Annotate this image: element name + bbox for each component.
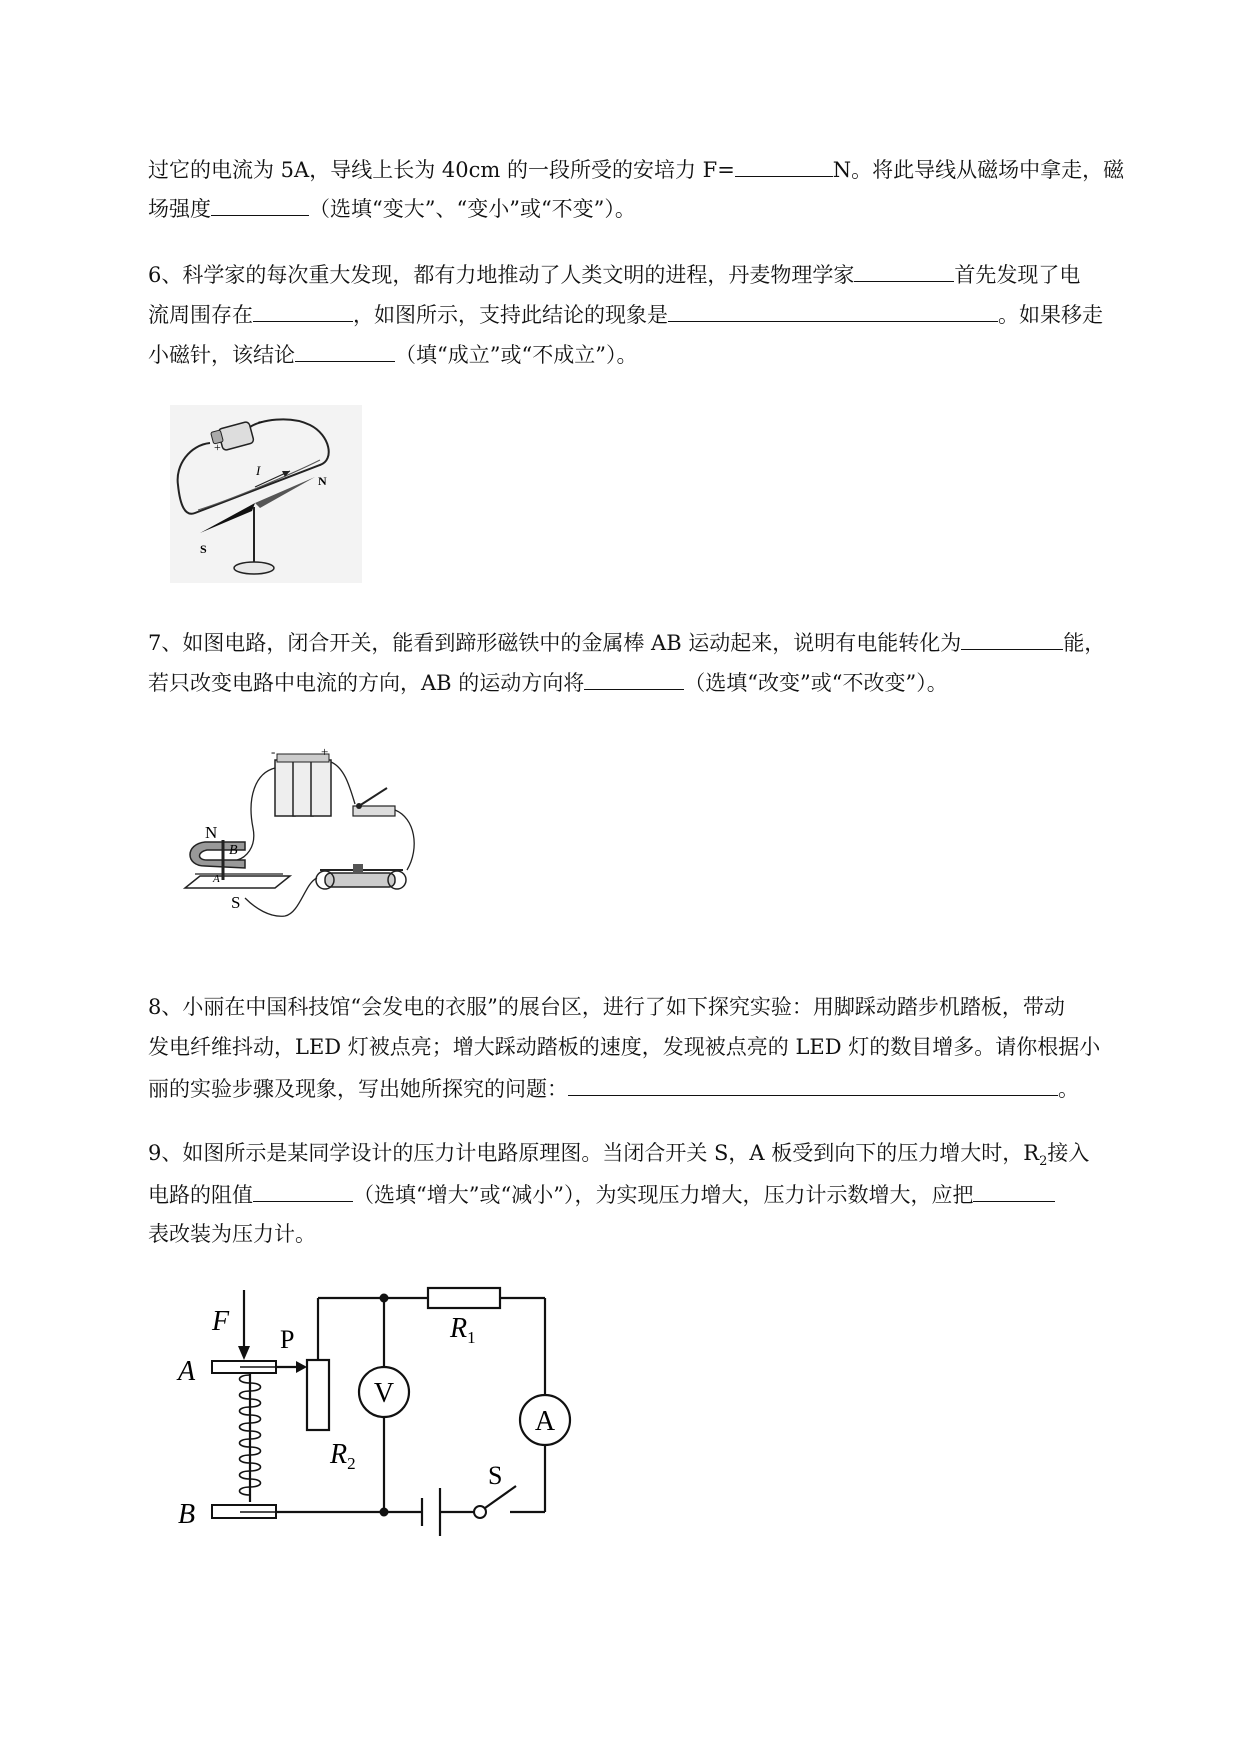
q5-line-2: 场强度 （选填“变大”、“变小”或“不变”）。 [148,193,636,223]
fig7-north-label: N [205,823,218,842]
q6-blank-scientist[interactable] [854,259,954,282]
battery-pack-icon [275,754,331,816]
fig7-b-label: B [229,843,238,858]
q6-line-2: 流周围存在 ，如图所示，支持此结论的现象是 。如果移走 [148,299,1103,329]
fig7-minus-label: - [271,748,276,759]
fig6-current-label: I [256,463,261,478]
plate-a-label: A [178,1356,196,1387]
q9-line-3: 表改装为压力计。 [148,1222,316,1246]
q5-line-1: 过它的电流为 5A，导线上长为 40cm 的一段所受的安培力 F= N。将此导线从磁场中拿走，磁 [148,154,1124,184]
q7-blank-direction[interactable] [584,667,684,690]
resistor-r1-icon [428,1288,500,1308]
q9-line-1: 9、如图所示是某同学设计的压力计电路原理图。当闭合开关 S，A 板受到向下的压力增大时，$R_2$接入 [148,1141,1090,1170]
fig7-south-label: S [231,893,241,912]
switch-label: S [488,1461,503,1490]
r2-label: $R_2$ [330,1439,356,1473]
rheostat-r2-icon [307,1360,329,1430]
force-label: F [212,1306,230,1337]
q9-circuit-figure [170,1280,590,1550]
q7-line-1: 7、如图电路，闭合开关，能看到蹄形磁铁中的金属棒 AB 运动起来，说明有电能转化为 能， [148,627,1105,657]
fig6-north-label: N [318,474,327,488]
q7-blank-energy[interactable] [961,627,1063,650]
plate-b-label: B [178,1499,196,1530]
voltmeter-label: V [373,1378,395,1409]
q9-line-2: 电路的阻值 （选填“增大”或“减小”），为实现压力增大，压力计示数增大，应把 [148,1179,1055,1209]
q5-blank-force[interactable] [735,154,833,177]
knife-switch-icon [353,788,395,816]
q8-line-3: 丽的实验步骤及现象，写出她所探究的问题： 。 [148,1073,1079,1103]
rheostat-icon [316,864,406,889]
pointer-label: P [280,1325,295,1354]
q6-blank-conclusion[interactable] [295,339,395,362]
fig7-plus-label: + [321,748,329,759]
fig6-minus-label: - [258,414,263,429]
q8-line-1: 8、小丽在中国科技馆“会发电的衣服”的展台区，进行了如下探究实验：用脚踩动踏步机踏板，带动 [148,995,1065,1019]
q9-blank-meter[interactable] [973,1179,1055,1202]
fig6-south-label: S [200,542,207,556]
r1-label: $R_1$ [450,1313,476,1347]
q5-blank-field-strength[interactable] [211,193,309,216]
q6-oersted-figure [170,405,362,583]
q8-line-2: 发电纤维抖动，LED 灯被点亮；增大踩动踏板的速度，发现被点亮的 LED 灯的数目增多。请你根据小 [148,1035,1101,1059]
fig6-plus-label: + [214,440,221,454]
q6-blank-exists[interactable] [253,299,353,322]
force-arrow-icon [238,1346,250,1360]
q6-line-1: 6、科学家的每次重大发现，都有力地推动了人类文明的进程，丹麦物理学家 首先发现了电 [148,259,1080,289]
q8-blank-question[interactable] [568,1073,1058,1096]
q6-line-3: 小磁针，该结论 （填“成立”或“不成立”）。 [148,339,637,369]
q7-line-2: 若只改变电路中电流的方向，AB 的运动方向将 （选填“改变”或“不改变”）。 [148,667,948,697]
q7-motor-figure [175,748,440,923]
fig7-a-label: A [213,873,220,885]
q9-blank-resistance[interactable] [253,1179,353,1202]
ammeter-label: A [534,1406,556,1437]
switch-icon [474,1486,516,1518]
pointer-arrow-icon [296,1361,307,1373]
q6-blank-phenomenon[interactable] [668,299,998,322]
